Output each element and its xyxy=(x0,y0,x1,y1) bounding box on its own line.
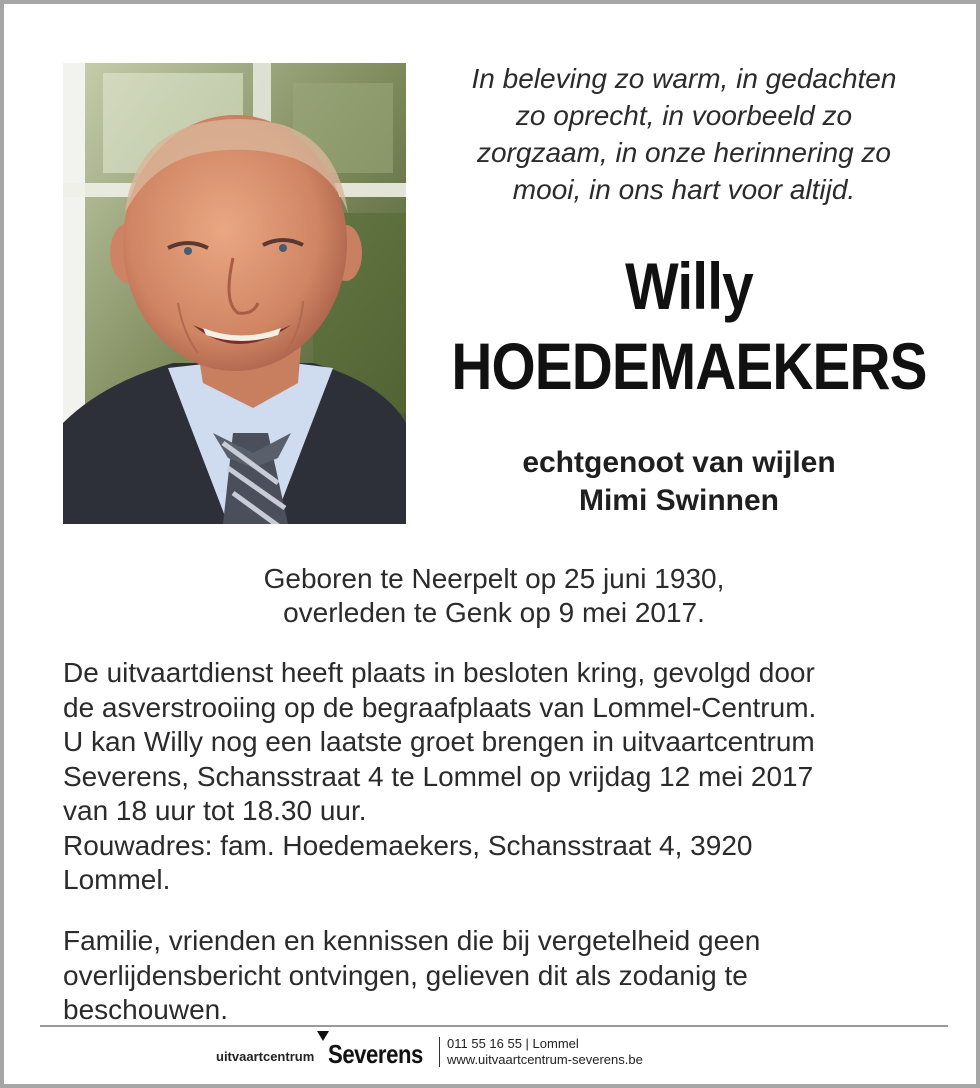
paragraph-line: beschouwen. xyxy=(63,994,229,1025)
poem-line: In beleving zo warm, in gedachten xyxy=(471,63,897,94)
poem-line: mooi, in ons hart voor altijd. xyxy=(512,174,856,205)
paragraph-line: Lommel. xyxy=(63,864,171,895)
paragraph-line: Severens, Schansstraat 4 te Lommel op vrijdag 12 mei 2017 xyxy=(63,760,814,792)
paragraph-line: van 18 uur tot 18.30 uur. xyxy=(63,795,367,826)
birth-info: Geboren te Neerpelt op 25 juni 1930, xyxy=(263,563,725,594)
logo-small-text: uitvaartcentrum xyxy=(216,1049,315,1064)
portrait-photo xyxy=(63,63,406,524)
poem-line: zo oprecht, in voorbeeld zo xyxy=(515,100,853,131)
paragraph-line: overlijdensbericht ontvingen, gelieven dit als zodanig te xyxy=(63,959,748,991)
funeral-paragraph xyxy=(63,656,943,898)
death-info: overleden te Genk op 9 mei 2017. xyxy=(283,597,705,628)
logo-brand-text: Severens xyxy=(328,1039,423,1069)
portrait-illustration xyxy=(63,63,406,524)
paragraph-line: de asverstrooiing op de begraafplaats van Lommel-Centrum. xyxy=(63,691,817,723)
deceased-last-name: HOEDEMAEKERS xyxy=(451,329,927,403)
spouse-relation: echtgenoot van wijlen xyxy=(522,446,836,479)
funeral-home-footer xyxy=(4,1031,980,1081)
paragraph-line: U kan Willy nog een laatste groet brengen in uitvaartcentrum xyxy=(63,726,815,757)
life-dates xyxy=(134,562,854,630)
website-link[interactable]: www.uitvaartcentrum-severens.be xyxy=(447,1052,643,1067)
paragraph-line: De uitvaartdienst heeft plaats in besloten kring, gevolgd door xyxy=(63,657,815,688)
footer-divider xyxy=(40,1025,948,1027)
notice-paragraph xyxy=(63,924,943,1028)
spouse-info xyxy=(424,444,934,520)
memorial-poem xyxy=(424,60,944,208)
poem-line: zorgzaam, in onze herinnering zo xyxy=(476,137,891,168)
logo-separator xyxy=(439,1037,440,1067)
contact-info xyxy=(447,1036,643,1068)
paragraph-line: Rouwadres: fam. Hoedemaekers, Schansstraat 4, 3920 xyxy=(63,829,753,861)
spouse-name: Mimi Swinnen xyxy=(578,484,779,517)
phone-line: 011 55 16 55 | Lommel xyxy=(447,1036,579,1051)
deceased-first-name: Willy xyxy=(625,249,753,323)
paragraph-line: Familie, vrienden en kennissen die bij vergetelheid geen xyxy=(63,925,761,956)
